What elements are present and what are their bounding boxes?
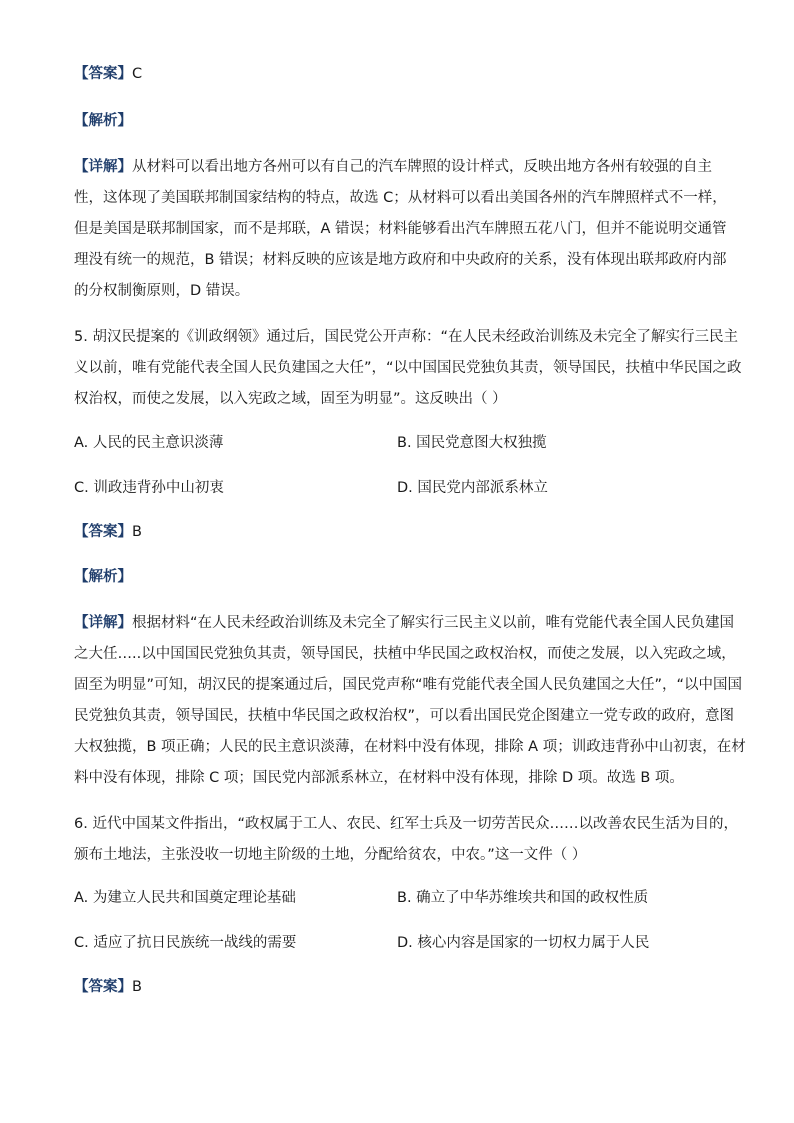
q6-option-b: B. 确立了中华苏维埃共和国的政权性质 [397,890,649,906]
analysis-tag: 【解析】 [74,569,132,585]
q4-detail-line-2: 性，这体现了美国联邦制国家结构的特点，故选 C；从材料可以看出美国各州的汽车牌照样式不一样， [74,190,727,206]
detail-tag: 【详解】 [74,615,132,631]
answer-tag: 【答案】 [74,66,132,82]
q4-detail-line-3: 但是美国是联邦制国家，而不是邦联，A 错误；材料能够看出汽车牌照五花八门，但并不能说明交通管 [74,221,727,237]
q5-stem-line-3: 权治权，而使之发展，以入宪政之域，固至为明显”。这反映出（ ） [74,391,507,407]
q6-option-d: D. 核心内容是国家的一切权力属于人民 [397,935,650,951]
answer-value: B [132,979,142,995]
q4-detail-line-5: 的分权制衡原则，D 错误。 [74,283,250,299]
q5-stem-line-1: 5. 胡汉民提案的《训政纲领》通过后，国民党公开声称：“在人民未经政治训练及未完全了解实行三民主 [74,329,738,345]
q5-detail-line-6: 料中没有体现，排除 C 项；国民党内部派系林立，在材料中没有体现，排除 D 项。故选 B 项。 [74,770,684,786]
q5-option-d: D. 国民党内部派系林立 [397,480,548,496]
q5-detail-line-1 [74,613,734,633]
q5-answer-line [74,522,142,542]
q5-option-b: B. 国民党意图大权独揽 [397,435,547,451]
answer-value: B [132,524,142,540]
q6-stem-line-1: 6. 近代中国某文件指出，“政权属于工人、农民、红军士兵及一切劳苦民众……以改善农民生活为目的， [74,816,738,832]
q5-detail-line-3: 固至为明显”可知，胡汉民的提案通过后，国民党声称“唯有党能代表全国人民负建国之大任”，“以中国国 [74,677,743,693]
q5-detail-line-2: 之大任…..以中国国民党独负其责，领导国民，扶植中华民国之政权治权，而使之发展，以入宪政之域， [74,646,736,662]
q5-stem-line-2: 义以前，唯有党能代表全国人民负建国之大任”，“以中国国民党独负其责，领导国民，扶植中华民国之政 [74,360,742,376]
answer-tag: 【答案】 [74,524,132,540]
q5-analysis-line [74,567,132,587]
answer-value: C [132,66,143,82]
detail-tag: 【详解】 [74,159,132,175]
q6-stem-line-2: 颁布土地法，主张没收一切地主阶级的土地，分配给贫农，中农。”这一文件（ ） [74,847,587,863]
q4-detail-line-4: 理没有统一的规范，B 错误；材料反映的应该是地方政府和中央政府的关系，没有体现出联邦政府内部 [74,252,727,268]
q5-detail-line-4: 民党独负其责，领导国民，扶植中华民国之政权治权”，可以看出国民党企图建立一党专政的政府，意图 [74,708,735,724]
q6-answer-line [74,977,142,997]
q4-analysis-line [74,111,132,131]
q5-detail-line-5: 大权独揽，B 项正确；人民的民主意识淡薄，在材料中没有体现，排除 A 项；训政违背孙中山初衷，在材 [74,739,746,755]
answer-tag: 【答案】 [74,979,132,995]
q5-option-c: C. 训政违背孙中山初衷 [74,480,224,496]
analysis-tag: 【解析】 [74,113,132,129]
detail-text: 根据材料“在人民未经政治训练及未完全了解实行三民主义以前，唯有党能代表全国人民负建国 [132,615,735,631]
q6-option-c: C. 适应了抗日民族统一战线的需要 [74,935,297,951]
q5-option-a: A. 人民的民主意识淡薄 [74,435,224,451]
detail-text: 从材料可以看出地方各州可以有自己的汽车牌照的设计样式，反映出地方各州有较强的自主 [132,159,712,175]
q4-answer-line [74,64,142,84]
q6-option-a: A. 为建立人民共和国奠定理论基础 [74,890,296,906]
q4-detail-line-1 [74,157,712,177]
